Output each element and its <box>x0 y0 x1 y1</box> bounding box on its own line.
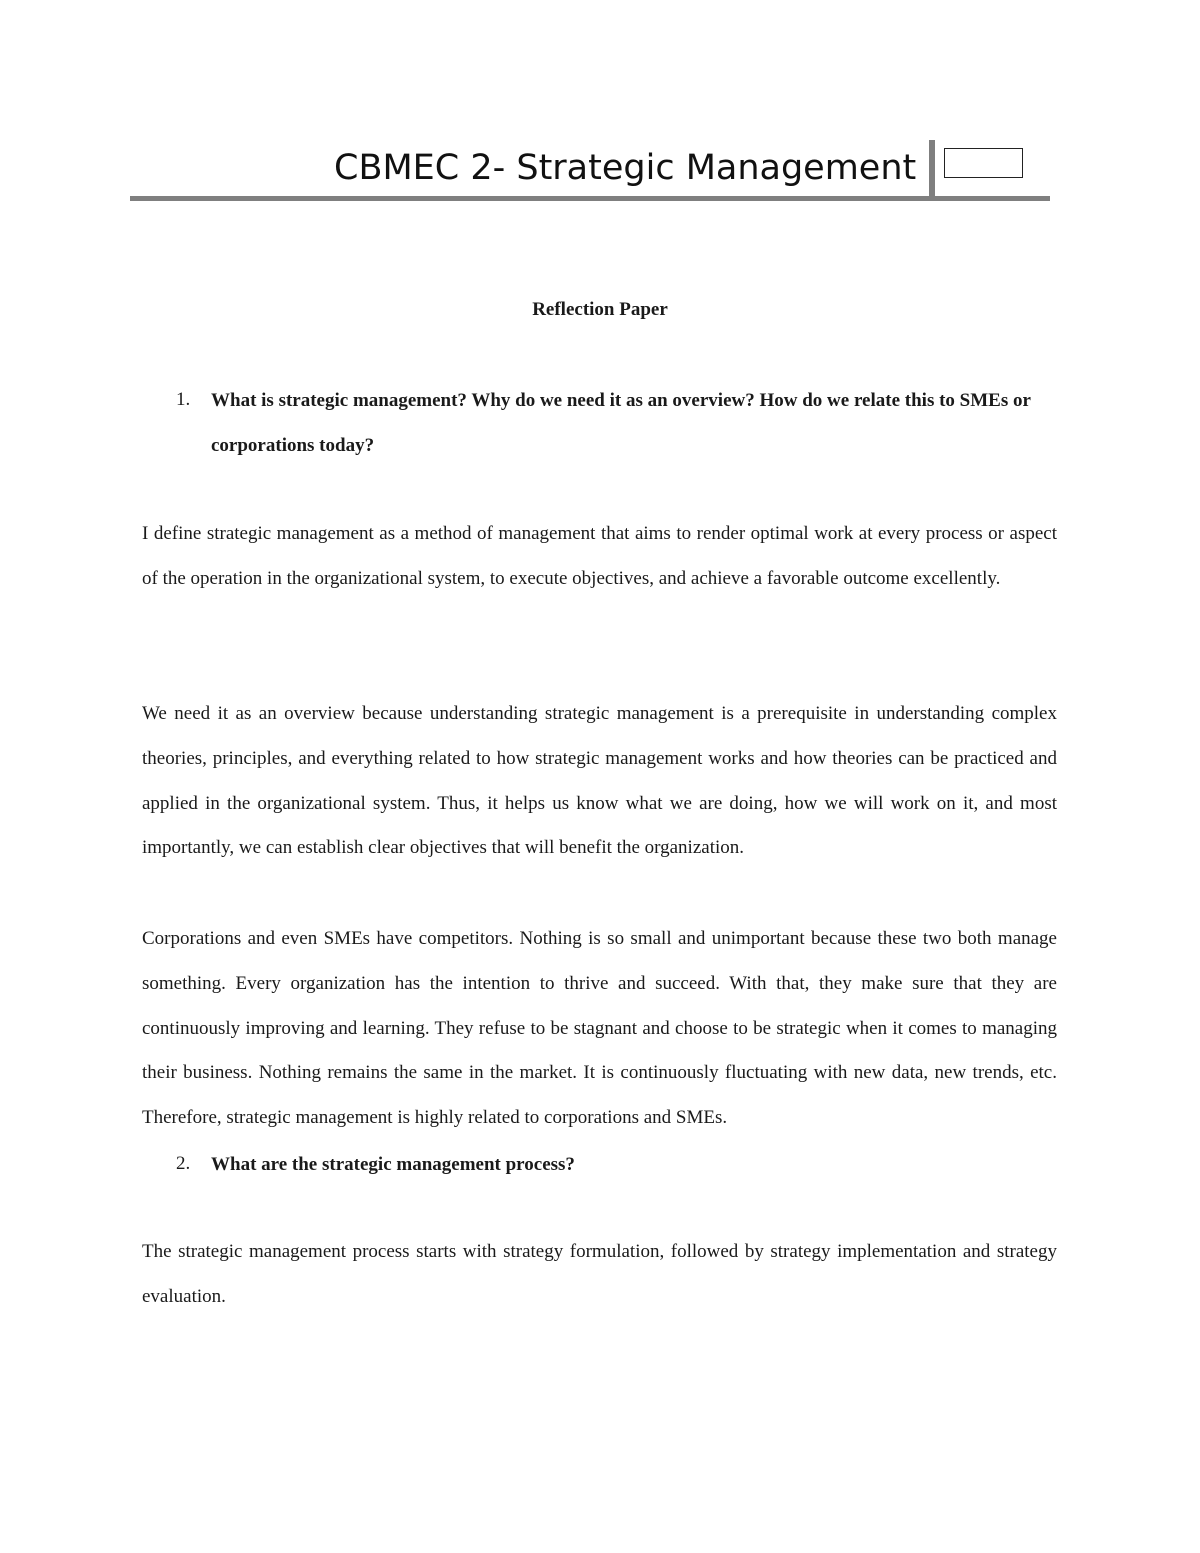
question-1-number: 1. <box>176 389 191 410</box>
header-rule <box>130 196 1050 201</box>
answer-paragraph-1: I define strategic management as a method of management that aims to render optimal work at every process or aspect of the operation in the organizational system, to execute objectives, and achieve a favorable outcome excellently. <box>142 523 1057 589</box>
header-title: CBMEC 2- Strategic Management <box>334 148 917 188</box>
document-title: Reflection Paper <box>532 299 668 320</box>
question-1-text: What is strategic management? Why do we need it as an overview? How do we relate this to SMEs or corporations today? <box>211 390 1031 456</box>
header-divider <box>929 140 935 198</box>
answer-paragraph-4: The strategic management process starts with strategy formulation, followed by strategy implementation and strategy evaluation. <box>142 1241 1057 1307</box>
header-box <box>944 148 1023 178</box>
question-2-number: 2. <box>176 1153 191 1174</box>
answer-paragraph-2: We need it as an overview because understanding strategic management is a prerequisite in understanding complex theories, principles, and everything related to how strategic management works and how theories can be practiced and applied in the organizational system. Thus, it helps us know what we are doing, how we will work on it, and most importantly, we can establish clear objectives that will benefit the organization. <box>142 703 1057 859</box>
answer-paragraph-3: Corporations and even SMEs have competitors. Nothing is so small and unimportant because these two both manage something. Every organization has the intention to thrive and succeed. With that, they make sure that they are continuously improving and learning. They refuse to be stagnant and choose to be strategic when it comes to managing their business. Nothing remains the same in the market. It is continuously fluctuating with new data, new trends, etc. Therefore, strategic management is highly related to corporations and SMEs. <box>142 928 1057 1129</box>
question-2-text: What are the strategic management process? <box>211 1154 575 1175</box>
